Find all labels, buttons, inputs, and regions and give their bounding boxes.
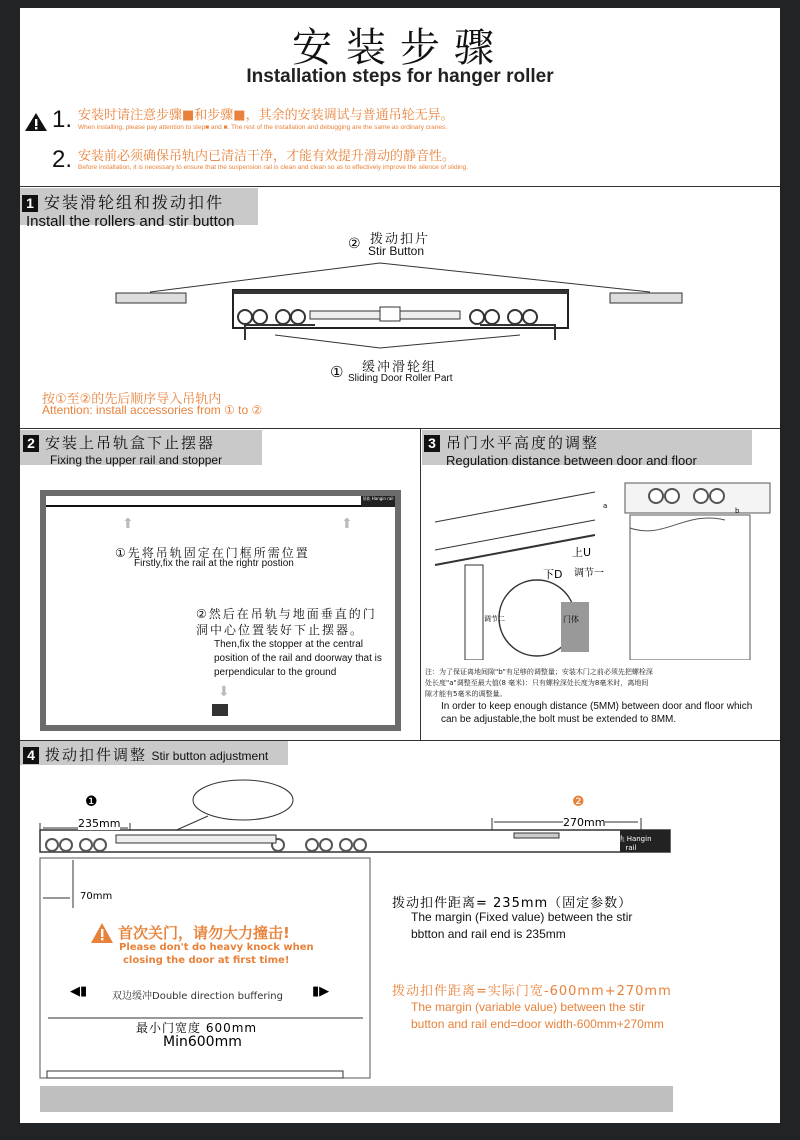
door-body-label: 门体	[563, 615, 579, 624]
note-number: 1.	[52, 106, 73, 133]
roller-label-en: Sliding Door Roller Part	[348, 373, 453, 384]
buffer-left-icon: ◀▮	[70, 984, 88, 999]
note-text-cn: 安装前必须确保吊轨内已清洁干净，才能有效提升滑动的静音性。	[78, 149, 456, 164]
stir-button-right	[610, 293, 682, 303]
up-label: 上U	[572, 546, 592, 559]
down-arrow-icon: ⬇	[218, 684, 230, 700]
min-width-cn: 最小门宽度 600mm	[136, 1021, 258, 1035]
page-subtitle: Installation steps for hanger roller	[246, 66, 554, 87]
warning-icon	[90, 922, 114, 948]
section-2-header	[20, 430, 262, 465]
desc2-en-2: button and rail end=door width-600mm+270mm	[411, 1017, 664, 1031]
up-arrow-icon: ⬆	[122, 516, 134, 532]
warning-en-2: closing the door at first time!	[123, 955, 290, 966]
note-text-en: When installing, please pay attention to step■ and ■. The rest of the installation and debugging are the same as ordinary cranes.	[78, 124, 448, 131]
roller-number: ①	[330, 363, 344, 381]
section-title-en: Regulation distance between door and floor	[446, 453, 697, 468]
label-b: b	[735, 507, 740, 515]
step2-cn: ②然后在吊轨与地面垂直的门洞中心位置装好下止摆器。	[196, 607, 377, 637]
step1-en: Firstly,fix the rail at the rightr postion	[134, 558, 294, 569]
marker-2: ❷	[572, 794, 585, 810]
section-number: 4	[23, 747, 39, 764]
page-title: 安装步骤	[292, 25, 508, 71]
rail-tag: 吊轨 Hangin rail	[361, 496, 395, 507]
section-title-cn: 安装滑轮组和拨动扣件	[44, 195, 225, 212]
stir-number: ②	[348, 236, 361, 252]
buffer-right-icon: ▮▶	[312, 984, 330, 999]
section-title-cn: 吊门水平高度的调整	[446, 435, 600, 452]
note-number: 2.	[52, 146, 73, 173]
divider	[20, 428, 780, 429]
rail-roller-diagram	[100, 255, 700, 350]
section-4-header	[20, 741, 288, 765]
note-en: In order to keep enough distance (5MM) between door and floor which can be adjustable,the bolt must be extended to 8MM.	[441, 701, 753, 725]
attention-cn: 按①至②的先后顺序导入吊轨内	[42, 392, 222, 407]
desc2-cn: 拨动扣件距离=实际门宽-600mm+270mm	[392, 984, 672, 999]
divider	[420, 428, 421, 740]
section-1-header	[20, 188, 258, 230]
section-title-en: Install the rollers and stir button	[26, 213, 235, 230]
min-width-en: Min600mm	[163, 1034, 242, 1050]
desc1-cn: 拨动扣件距离= 235mm（固定参数）	[392, 896, 633, 911]
up-arrow-icon: ⬆	[341, 516, 353, 532]
note-cn: 注：为了保证离地间隙"b"有足够的调整量；安装木门之前必须先把螺栓深处长度"a"调整至最大值(8 毫米)：只有螺栓深处长度为8毫米时，离地间隙才能有5毫米的调整量。	[425, 668, 653, 698]
buffer-label: 双边缓冲Double direction buffering	[112, 991, 283, 1002]
down-label: 下D	[543, 568, 563, 581]
dimension-70: 70mm	[80, 891, 113, 902]
warning-icon	[24, 112, 48, 136]
marker-1: ❶	[85, 794, 98, 810]
dimension-235: 235mm	[78, 817, 121, 830]
note-text-cn: 安装时请注意步骤■和步骤■，其余的安装调试与普通吊轮无异。	[78, 108, 454, 123]
step2-en: Then,fix the stopper at the central position of the rail and doorway that is perpendicular to the ground	[214, 639, 382, 678]
stir-label-en: Stir Button	[368, 244, 425, 258]
section-3-header	[422, 430, 752, 468]
section-title-en: Fixing the upper rail and stopper	[50, 453, 223, 467]
attention-en: Attention: install accessories from ① to ②	[42, 403, 263, 417]
section-title-en: Stir button adjustment	[151, 749, 269, 763]
adjust1-label: 调节一	[574, 568, 604, 579]
stopper	[212, 704, 228, 716]
warning-en-1: Please don't do heavy knock when	[119, 942, 314, 953]
step1-cn: ①先将吊轨固定在门框所需位置	[115, 546, 310, 560]
stir-button-left	[116, 293, 186, 303]
warning-cn: 首次关门，请勿大力撞击!	[118, 924, 290, 942]
section-number: 2	[23, 435, 39, 452]
desc2-en-1: The margin (variable value) between the stir	[411, 1000, 646, 1014]
section-title-cn: 安装上吊轨盒下止摆器	[45, 435, 216, 452]
upper-rail	[46, 496, 395, 507]
desc1-en-2: bbtton and rail end is 235mm	[411, 927, 566, 941]
section-title-cn: 拨动扣件调整	[45, 747, 148, 764]
section-number: 3	[424, 435, 440, 452]
note-text-en: Before installation, it is necessary to ensure that the suspension rail is clean and clean so as to effectively improve the silence of sliding.	[78, 164, 469, 171]
adjust2-label: 调节二	[484, 615, 505, 623]
section-number: 1	[22, 195, 38, 212]
desc1-en-1: The margin (Fixed value) between the stir	[411, 910, 633, 924]
label-a: a	[603, 502, 608, 510]
divider	[20, 186, 780, 187]
floor-bar	[40, 1086, 673, 1112]
rail-tag: 吊轨 Hangin rail	[610, 835, 652, 852]
stir-label-cn: 拨动扣片	[370, 232, 431, 247]
dimension-270: 270mm	[563, 816, 606, 829]
roller-label-cn: 缓冲滑轮组	[362, 360, 438, 375]
